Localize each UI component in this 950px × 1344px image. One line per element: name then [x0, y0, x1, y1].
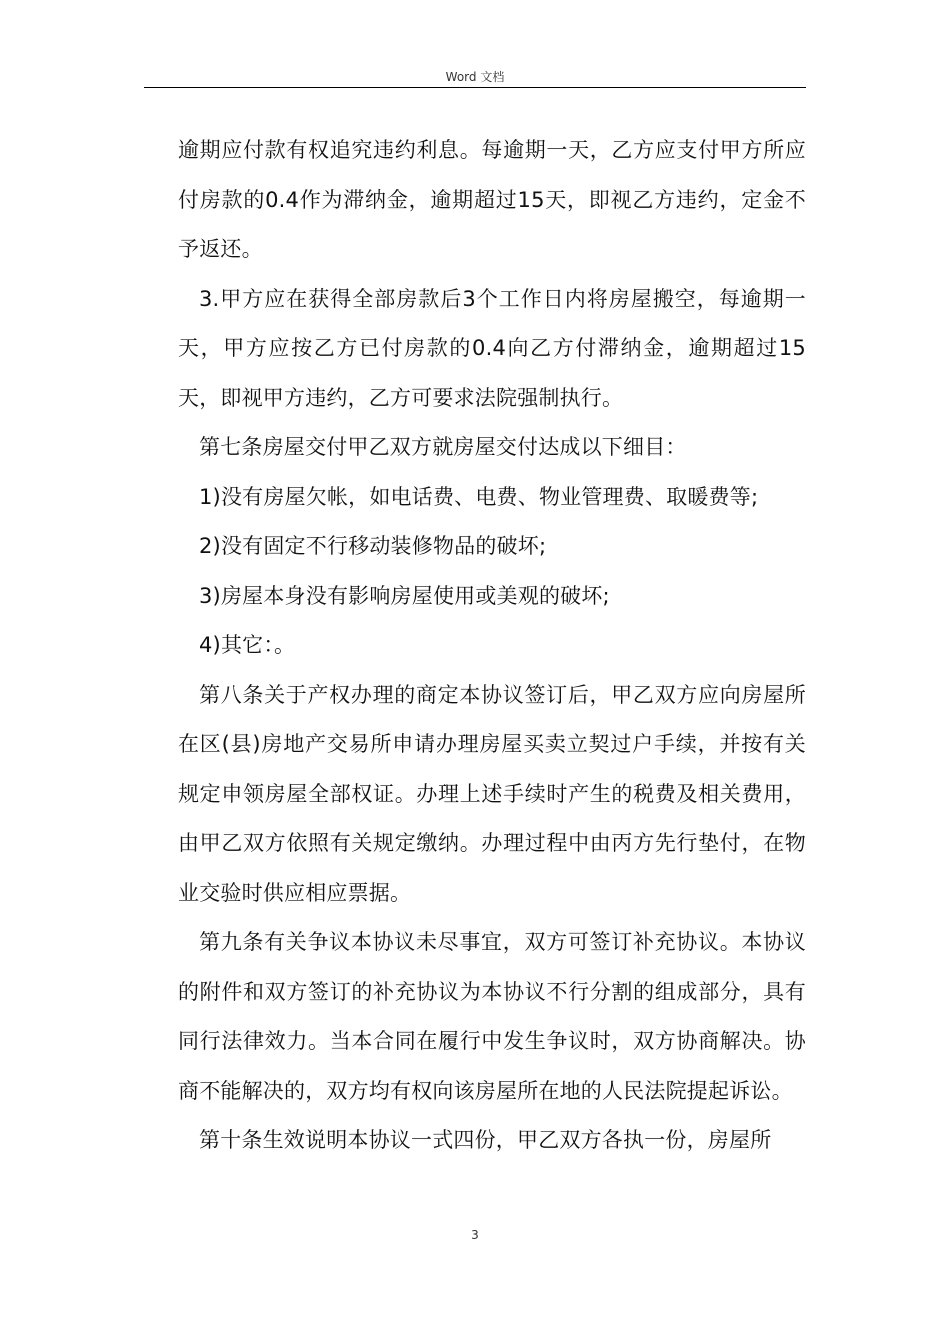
paragraph: 逾期应付款有权追究违约利息。每逾期一天，乙方应支付甲方所应付房款的0.4作为滞纳金，逾期超过15天，即视乙方违约，定金不予返还。 — [178, 138, 806, 261]
paragraph: 第七条房屋交付甲乙双方就房屋交付达成以下细目： — [199, 435, 687, 459]
list-item: 4)其它：。 — [199, 633, 296, 657]
page-number: 3 — [471, 1228, 479, 1242]
list-item: 2)没有固定不行移动装修物品的破坏; — [199, 534, 547, 558]
document-body — [178, 126, 806, 1166]
list-item: 3)房屋本身没有影响房屋使用或美观的破坏; — [199, 583, 610, 608]
document-header-label: Word 文档 — [445, 70, 505, 84]
header-divider — [144, 87, 806, 88]
list-item: 1)没有房屋欠帐，如电话费、电费、物业管理费、取暖费等; — [199, 484, 759, 509]
paragraph: 3.甲方应在获得全部房款后3个工作日内将房屋搬空，每逾期一天，甲方应按乙方已付房款的0.4向乙方付滞纳金，逾期超过15天，即视甲方违约，乙方可要求法院强制执行。 — [178, 286, 806, 410]
paragraph: 第十条生效说明本协议一式四份，甲乙双方各执一份，房屋所 — [199, 1128, 772, 1152]
paragraph: 第八条关于产权办理的商定本协议签订后，甲乙双方应向房屋所在区(县)房地产交易所申请办理房屋买卖立契过户手续，并按有关规定申领房屋全部权证。办理上述手续时产生的税费及相关费用，由甲乙双方依照有关规定缴纳。办理过程中由丙方先行垫付，在物业交验时供应相应票据。 — [178, 682, 806, 905]
paragraph: 第九条有关争议本协议未尽事宜，双方可签订补充协议。本协议的附件和双方签订的补充协议为本协议不行分割的组成部分，具有同行法律效力。当本合同在履行中发生争议时，双方协商解决。协商不能解决的，双方均有权向该房屋所在地的人民法院提起诉讼。 — [178, 930, 806, 1103]
